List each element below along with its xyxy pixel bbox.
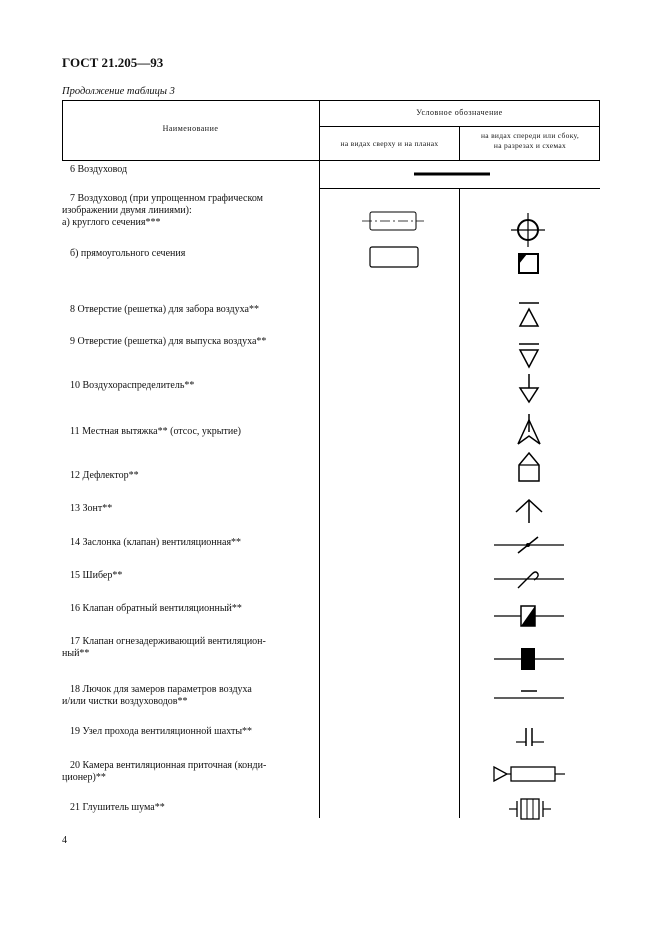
row-16	[70, 603, 317, 615]
table-top-border	[62, 100, 600, 101]
shaft-passage-icon	[516, 724, 544, 748]
row-7b	[70, 248, 317, 260]
row-17-line-1: 17 Клапан огнезадерживающий вентиляцион-	[70, 636, 266, 647]
table-continuation-caption: Продолжение таблицы 3	[62, 86, 175, 97]
row-8	[70, 304, 317, 316]
row-12-line-1: 12 Дефлектор**	[70, 470, 139, 481]
row-15-line-1: 15 Шибер**	[70, 570, 123, 581]
supply-chamber-icon	[493, 764, 565, 784]
name-column-divider	[319, 100, 320, 818]
row-7	[62, 193, 317, 229]
row-18-line-1: 18 Лючок для замеров параметров воздуха	[70, 684, 252, 695]
round-duct-plan-icon	[362, 208, 424, 234]
row-13-line-1: 13 Зонт**	[70, 503, 113, 514]
gate-valve-icon	[494, 568, 564, 590]
header-front-view-line1: на видах спереди или сбоку,	[480, 131, 580, 140]
row-20-line-2: ционер)**	[62, 772, 106, 783]
row-10	[70, 380, 317, 392]
intake-grille-icon	[516, 301, 542, 329]
row-7-line-2: изображении двумя линиями):	[62, 205, 192, 216]
header-front-view-line2: на разрезах и схемах	[493, 141, 567, 150]
duct-line-icon	[414, 170, 490, 178]
row-17	[62, 636, 317, 660]
row-7b-line-1: б) прямоугольного сечения	[70, 248, 186, 259]
row-7-line-3: а) круглого сечения***	[62, 217, 161, 228]
row-19-line-1: 19 Узел прохода вентиляционной шахты**	[70, 726, 253, 737]
row-11-line-1: 11 Местная вытяжка** (отсос, укрытие)	[70, 426, 241, 437]
standard-title: ГОСТ 21.205—93	[62, 55, 164, 70]
header-symbol: Условное обозначение	[416, 108, 503, 117]
row-17-line-2: ный**	[62, 648, 90, 659]
row-6-line-1: 6 Воздуховод	[70, 164, 128, 175]
row-14	[70, 537, 317, 549]
fire-damper-icon	[494, 645, 564, 673]
rect-duct-plan-icon	[368, 246, 420, 268]
row-20-line-1: 20 Камера вентиляционная приточная (конди-	[70, 760, 267, 771]
silencer-icon	[509, 796, 551, 822]
row-16-line-1: 16 Клапан обратный вентиляционный**	[70, 603, 242, 614]
row-14-line-1: 14 Заслонка (клапан) вентиляционная**	[70, 537, 242, 548]
header-name: Наименование	[162, 124, 219, 133]
row-9-line-1: 9 Отверстие (решетка) для выпуска воздуха**	[70, 336, 267, 347]
local-exhaust-icon	[515, 414, 543, 446]
rect-duct-section-icon	[517, 252, 541, 276]
row-7-line-1: 7 Воздуховод (при упрощенном графическом	[70, 193, 263, 204]
row-18	[62, 684, 317, 708]
deflector-icon	[516, 451, 542, 485]
check-valve-icon	[494, 603, 564, 629]
row-19	[70, 726, 317, 738]
round-duct-section-icon	[511, 213, 545, 247]
row-9	[70, 336, 317, 348]
row-6	[70, 164, 317, 176]
row-12	[70, 470, 317, 482]
header-top-view: на видах сверху и на планах	[340, 139, 439, 148]
row-21-line-1: 21 Глушитель шума**	[70, 802, 165, 813]
air-distributor-icon	[516, 374, 542, 404]
damper-icon	[494, 535, 564, 555]
row-21	[70, 802, 317, 814]
symbol-subcolumn-divider	[459, 188, 460, 818]
header-bottom-border	[62, 160, 600, 161]
header-front-view	[460, 131, 600, 151]
row-18-line-2: и/или чистки воздуховодов**	[62, 696, 188, 707]
row-10-line-1: 10 Воздухораспределитель**	[70, 380, 195, 391]
row-11	[70, 426, 317, 438]
hood-icon	[513, 497, 545, 525]
row-15	[70, 570, 317, 582]
page-number: 4	[62, 835, 67, 846]
row-8-line-1: 8 Отверстие (решетка) для забора воздуха**	[70, 304, 259, 315]
row6-merged-bottom	[319, 188, 600, 189]
exhaust-grille-icon	[516, 342, 542, 370]
row-13	[70, 503, 317, 515]
row-20	[62, 760, 317, 784]
inspection-hatch-icon	[494, 686, 564, 702]
